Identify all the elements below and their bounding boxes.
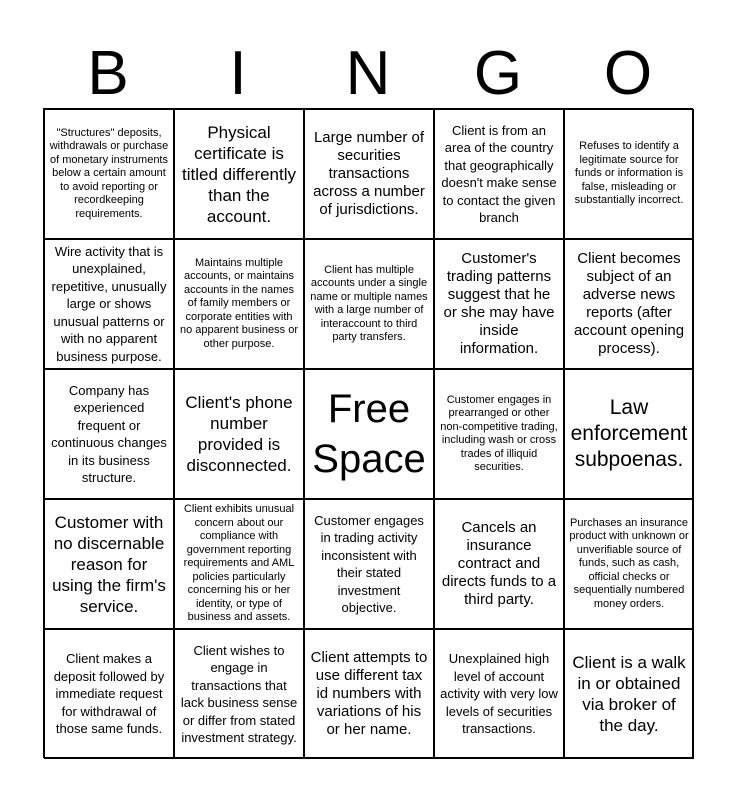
cell-text: Large number of securities transactions across a number of jurisdictions. (313, 129, 425, 218)
bingo-cell-g2[interactable] (434, 239, 564, 369)
cell-text: Customer engages in trading activity inconsistent with their stated investment objective. (314, 512, 424, 615)
bingo-cell-b5[interactable] (44, 629, 174, 759)
bingo-card-grid (43, 108, 693, 758)
bingo-cell-b1[interactable] (44, 109, 174, 239)
cell-text: Client's phone number provided is disconnected. (185, 393, 293, 475)
cell-text: Client becomes subject of an adverse news reports (after account opening process). (573, 250, 685, 357)
cell-text: Company has experienced frequent or continuous changes in its business structure. (51, 382, 167, 485)
free-space-text: Free Space (312, 387, 426, 481)
bingo-cell-n5[interactable] (304, 629, 434, 759)
cell-text: Maintains multiple accounts, or maintains accounts in the names of family members or corporate entities with no apparent business or other purpose. (179, 256, 299, 350)
cell-text: Customer's trading patterns suggest that he or she may have inside information. (443, 250, 555, 357)
cell-text: Client is from an area of the country that geographically doesn't make sense to contact the given branch (441, 122, 557, 225)
bingo-cell-o2[interactable] (564, 239, 694, 369)
bingo-cell-n2[interactable] (304, 239, 434, 369)
bingo-cell-free-space[interactable] (304, 369, 434, 499)
bingo-cell-o4[interactable] (564, 499, 694, 629)
bingo-cell-i5[interactable] (174, 629, 304, 759)
bingo-cell-n1[interactable] (304, 109, 434, 239)
cell-text: Unexplained high level of account activity with very low levels of securities transactions. (440, 651, 558, 737)
bingo-cell-o5[interactable] (564, 629, 694, 759)
bingo-cell-i4[interactable] (174, 499, 304, 629)
bingo-cell-i1[interactable] (174, 109, 304, 239)
header-letter-b: B (87, 39, 129, 108)
bingo-cell-i3[interactable] (174, 369, 304, 499)
header-letter-i: I (229, 39, 247, 108)
cell-text: Customer engages in prearranged or other non-competitive trading, including wash or cross trades of illiquid securities. (440, 393, 558, 473)
bingo-cell-g3[interactable] (434, 369, 564, 499)
header-letter-o: O (603, 39, 653, 108)
cell-text: Client attempts to use different tax id numbers with variations of his or her name. (310, 649, 428, 738)
cell-text: Client has multiple accounts under a single name or multiple names with a large number of interaccount to third party transfers. (310, 263, 428, 343)
header-letter-g: G (473, 39, 523, 108)
cell-text: Client exhibits unusual concern about our compliance with government reporting requirements and AML policies particularly concerning his or her identity, or type of business and assets. (183, 503, 295, 624)
bingo-cell-b3[interactable] (44, 369, 174, 499)
cell-text: Physical certificate is titled differently than the account. (181, 122, 297, 226)
header-letter-n: N (345, 39, 391, 108)
bingo-cell-g5[interactable] (434, 629, 564, 759)
bingo-cell-g4[interactable] (434, 499, 564, 629)
cell-text: Refuses to identify a legitimate source for funds or information is false, misleading or substantially incorrect. (574, 140, 684, 207)
cell-text: Law enforcement subpoenas. (570, 396, 688, 471)
bingo-cell-o1[interactable] (564, 109, 694, 239)
bingo-cell-i2[interactable] (174, 239, 304, 369)
bingo-header (43, 40, 693, 108)
cell-text: Client is a walk in or obtained via broker of the day. (572, 653, 686, 735)
bingo-cell-o3[interactable] (564, 369, 694, 499)
bingo-cell-n4[interactable] (304, 499, 434, 629)
cell-text: Client makes a deposit followed by immediate request for withdrawal of those same funds. (53, 651, 165, 737)
cell-text: Client wishes to engage in transactions that lack business sense or differ from stated investment strategy. (180, 642, 298, 745)
cell-text: Customer with no discernable reason for using the firm's service. (52, 512, 166, 616)
cell-text: Cancels an insurance contract and directs funds to a third party. (441, 519, 557, 608)
bingo-cell-g1[interactable] (434, 109, 564, 239)
bingo-cell-b4[interactable] (44, 499, 174, 629)
cell-text: Purchases an insurance product with unknown or unverifiable source of funds, such as cash, official checks or sequentially numbered money orders. (569, 516, 689, 610)
cell-text: "Structures" deposits, withdrawals or purchase of monetary instruments below a certain amount to avoid reporting or recordkeeping requirements. (49, 126, 169, 220)
bingo-cell-b2[interactable] (44, 239, 174, 369)
cell-text: Wire activity that is unexplained, repetitive, unusually large or shows unusual patterns or with no apparent business purpose. (51, 243, 167, 364)
